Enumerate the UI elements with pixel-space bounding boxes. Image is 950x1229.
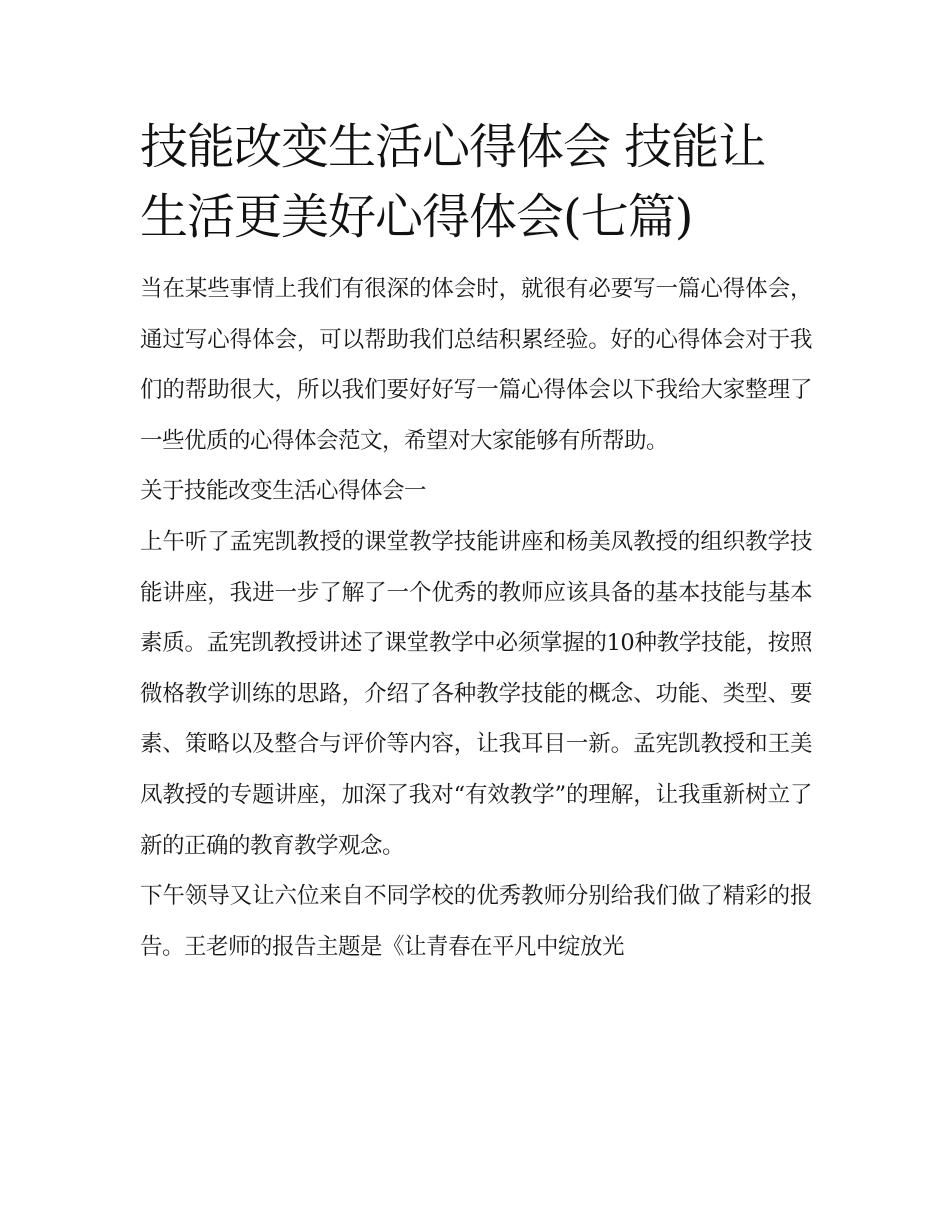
body-paragraph-2: 下午领导又让六位来自不同学校的优秀教师分别给我们做了精彩的报告。王老师的报告主题是《让青春在平凡中绽放光 [140, 883, 812, 960]
document-title: 技能改变生活心得体会 技能让生活更美好心得体会(七篇) [140, 119, 766, 245]
section-heading: 关于技能改变生活心得体会一 [140, 478, 427, 505]
body-paragraph-1: 上午听了孟宪凯教授的课堂教学技能讲座和杨美凤教授的组织教学技能讲座，我进一步了解了一个优秀的教师应该具备的基本技能与基本素质。孟宪凯教授讲述了课堂教学中必须掌握的10种教学技能，按照微格教学训练的思路，介绍了各种教学技能的概念、功能、类型、要素、策略以及整合与评价等内容，让我耳目一新。孟宪凯教授和王美凤教授的专题讲座，加深了我对“有效教学”的理解，让我重新树立了新的正确的教育教学观念。 [140, 528, 812, 859]
document-body [140, 112, 812, 972]
intro-paragraph: 当在某些事情上我们有很深的体会时，就很有必要写一篇心得体会，通过写心得体会，可以帮助我们总结积累经验。好的心得体会对于我们的帮助很大，所以我们要好好写一篇心得体会以下我给大家整理了一些优质的心得体会范文，希望对大家能够有所帮助。 [140, 276, 812, 454]
